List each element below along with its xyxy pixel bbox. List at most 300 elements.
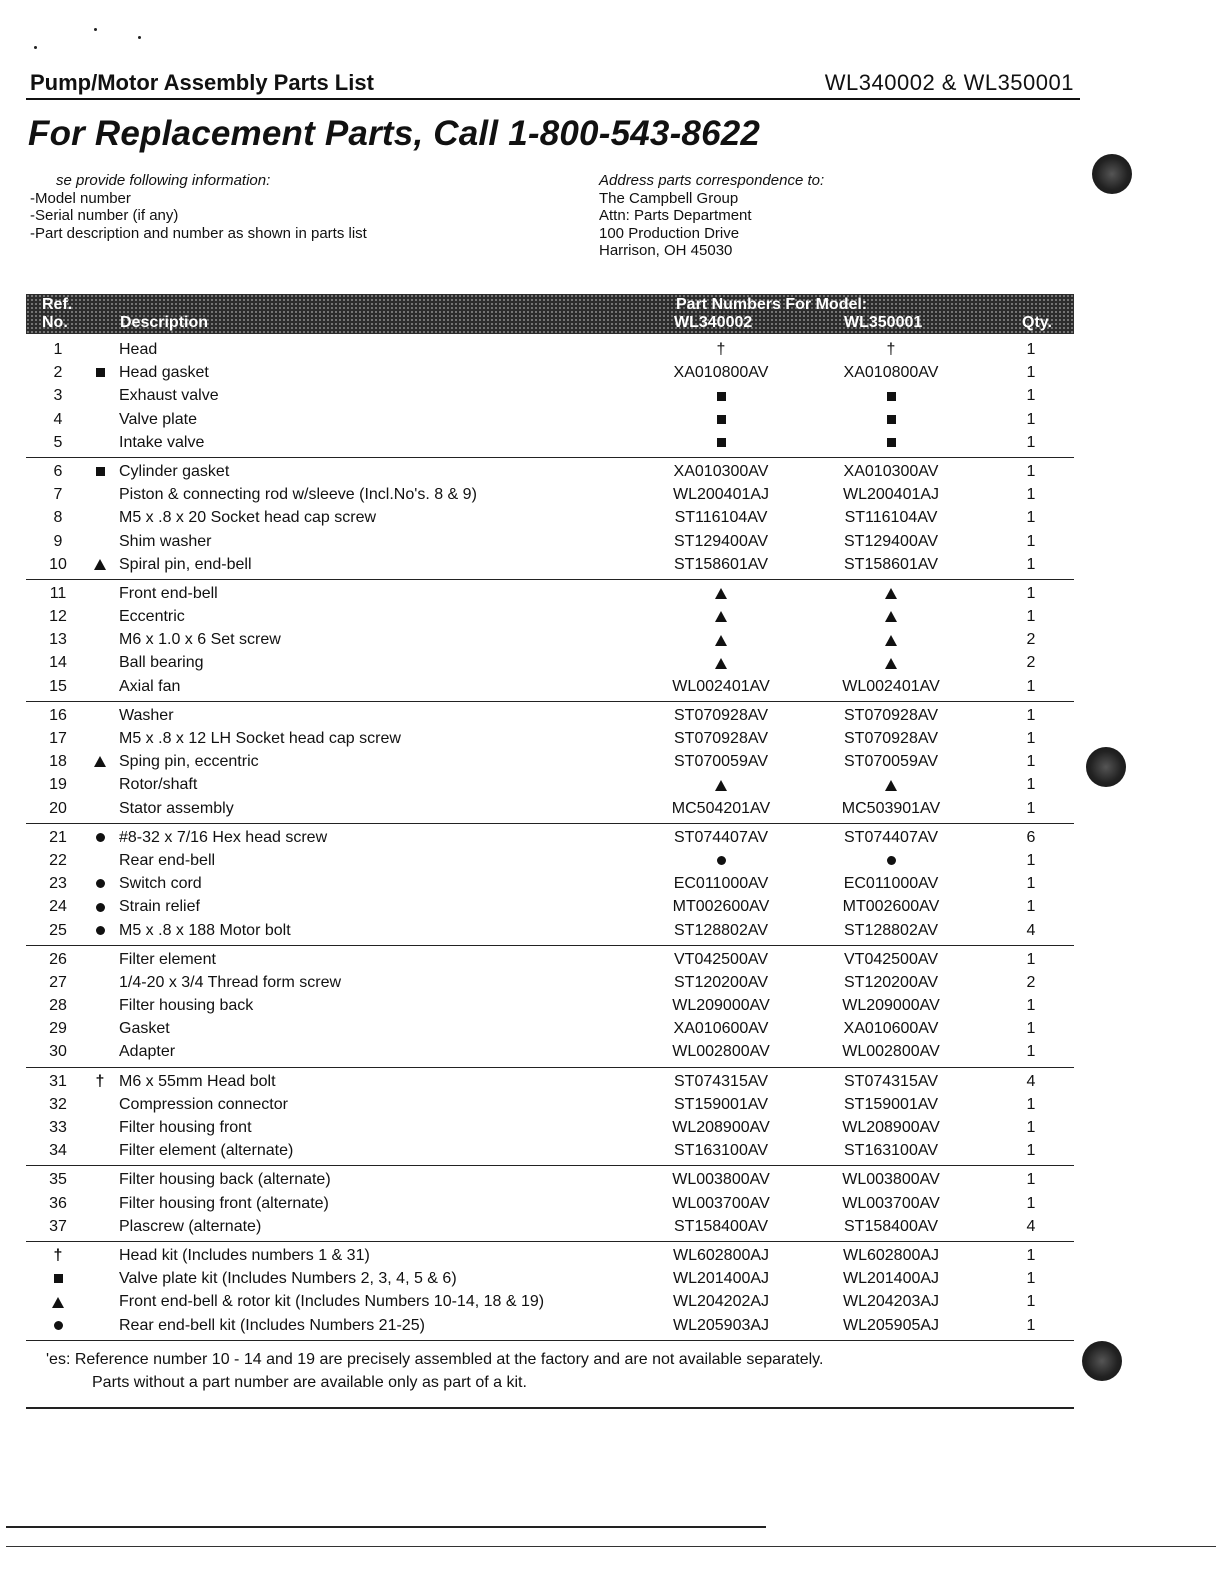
parts-group <box>26 580 1074 702</box>
quantity: 1 <box>1026 706 1036 724</box>
part-number-wl350001 <box>816 585 966 603</box>
table-row <box>26 849 1074 872</box>
binder-hole <box>1092 154 1132 194</box>
table-row <box>26 338 1074 361</box>
ref-number <box>38 1247 78 1265</box>
ref-number: 30 <box>49 1043 67 1061</box>
address-heading: Address parts correspondence to: <box>599 172 825 189</box>
notes <box>46 1348 824 1394</box>
part-description: Piston & connecting rod w/sleeve (Incl.No's. 8 & 9) <box>119 486 477 504</box>
info-request-item: -Model number <box>30 189 131 207</box>
scan-speck <box>94 28 97 31</box>
part-description: Exhaust valve <box>119 387 219 405</box>
part-description: Washer <box>119 706 174 724</box>
ref-number: 10 <box>49 555 67 573</box>
square-icon <box>96 368 105 377</box>
square-icon <box>54 1274 63 1283</box>
kit-symbol <box>86 556 114 574</box>
table-row <box>26 460 1074 483</box>
table-row <box>26 971 1074 994</box>
part-number-wl350001: WL002401AV <box>842 677 940 695</box>
ref-number: 9 <box>53 532 63 550</box>
dot-icon <box>96 879 105 888</box>
part-number-wl340002: ST163100AV <box>674 1142 768 1160</box>
part-number-wl350001: ST120200AV <box>844 973 938 991</box>
part-number-wl350001: WL002800AV <box>842 1043 940 1061</box>
part-number-wl350001: ST070928AV <box>844 730 938 747</box>
part-number-wl350001: WL003700AV <box>842 1194 940 1212</box>
ref-number: 25 <box>49 921 67 939</box>
info-request-item: -Part description and number as shown in parts list <box>30 224 367 242</box>
table-row <box>26 919 1074 942</box>
quantity: 1 <box>1026 1316 1036 1334</box>
quantity: 2 <box>1026 654 1036 672</box>
ref-number: 16 <box>49 706 67 724</box>
triangle-icon <box>715 658 727 669</box>
model-numbers: WL340002 & WL350001 <box>824 70 1074 95</box>
part-number-wl340002 <box>646 608 796 626</box>
ref-number: 4 <box>53 410 63 428</box>
part-number-wl340002 <box>646 852 796 870</box>
part-number-wl350001 <box>816 852 966 870</box>
quantity: 2 <box>1026 973 1036 991</box>
triangle-icon <box>94 756 106 767</box>
table-row <box>26 605 1074 628</box>
part-number-wl350001 <box>816 654 966 672</box>
triangle-icon <box>94 559 106 570</box>
part-number-wl340002: WL002800AV <box>672 1043 770 1061</box>
ref-number: 29 <box>49 1020 67 1038</box>
table-row <box>26 384 1074 407</box>
part-number-wl350001: ST074315AV <box>844 1072 938 1090</box>
part-number-wl350001: WL205905AJ <box>842 1316 940 1334</box>
part-number-wl340002: ST129400AV <box>674 532 768 550</box>
part-description: M5 x .8 x 188 Motor bolt <box>119 921 291 939</box>
part-number-wl340002: EC011000AV <box>673 875 769 893</box>
header-ref-line1: Ref. <box>42 296 73 313</box>
part-number-wl340002 <box>646 654 796 672</box>
part-number-wl350001: ST129400AV <box>844 532 938 550</box>
ref-number: 18 <box>49 753 67 771</box>
table-row <box>26 948 1074 971</box>
kit-symbol <box>86 922 114 940</box>
ref-number: 12 <box>49 608 67 626</box>
part-number-wl350001: XA010600AV <box>843 1020 939 1038</box>
quantity: 1 <box>1026 950 1036 968</box>
part-number-wl350001: WL602800AJ <box>842 1246 940 1264</box>
square-icon <box>887 438 896 447</box>
parts-group <box>26 1242 1074 1341</box>
part-number-wl340002: ST070928AV <box>674 706 768 724</box>
triangle-icon <box>715 780 727 791</box>
ref-number: 20 <box>49 799 67 817</box>
table-row <box>26 431 1074 454</box>
table-row <box>26 483 1074 506</box>
part-number-wl350001: ST159001AV <box>844 1095 938 1113</box>
table-row <box>26 1093 1074 1116</box>
quantity: 1 <box>1026 341 1036 358</box>
notes-rule <box>26 1407 1074 1409</box>
quantity: 1 <box>1026 1119 1036 1136</box>
ref-number: 23 <box>49 875 67 893</box>
part-number-wl350001: ST163100AV <box>844 1142 938 1160</box>
quantity: 1 <box>1026 776 1036 794</box>
quantity: 1 <box>1026 898 1036 916</box>
part-number-wl350001: WL209000AV <box>842 997 940 1015</box>
ref-number: 7 <box>53 486 63 504</box>
ref-number <box>38 1293 78 1311</box>
ref-number: 34 <box>49 1142 67 1160</box>
part-number-wl350001 <box>816 434 966 452</box>
part-description: Valve plate kit (Includes Numbers 2, 3, 4, 5 & 6) <box>119 1270 457 1288</box>
parts-group <box>26 458 1074 580</box>
page-title: For Replacement Parts, Call 1-800-543-8622 <box>28 114 761 153</box>
quantity: 1 <box>1026 1020 1036 1038</box>
table-row <box>26 727 1074 750</box>
dot-icon <box>54 1321 63 1330</box>
kit-symbol <box>86 364 114 382</box>
ref-number: 15 <box>49 677 67 695</box>
kit-symbol <box>86 898 114 916</box>
ref-number <box>38 1317 78 1335</box>
part-number-wl350001: EC011000AV <box>843 875 939 893</box>
ref-number: 19 <box>49 776 67 794</box>
ref-number <box>38 1270 78 1288</box>
ref-number: 11 <box>49 584 67 602</box>
square-icon <box>717 392 726 401</box>
triangle-icon <box>885 611 897 622</box>
triangle-icon <box>885 588 897 599</box>
kit-symbol <box>86 829 114 847</box>
quantity: 1 <box>1026 753 1036 771</box>
part-number-wl350001: ST070059AV <box>844 753 938 771</box>
part-number-wl340002 <box>646 585 796 603</box>
binder-hole <box>1086 747 1126 787</box>
quantity: 1 <box>1026 799 1036 817</box>
part-number-wl340002: ST074315AV <box>674 1072 768 1090</box>
part-number-wl350001: WL201400AJ <box>842 1270 940 1288</box>
quantity: 1 <box>1026 1293 1036 1311</box>
table-row <box>26 1244 1074 1267</box>
table-row <box>26 1168 1074 1191</box>
table-row <box>26 1139 1074 1162</box>
part-number-wl350001: XA010800AV <box>843 364 939 382</box>
dot-icon <box>96 903 105 912</box>
part-description: Ball bearing <box>119 654 204 672</box>
part-description: Intake valve <box>119 433 205 451</box>
table-row <box>26 750 1074 773</box>
table-row <box>26 797 1074 820</box>
kit-symbol <box>86 463 114 481</box>
dot-icon <box>96 926 105 935</box>
part-number-wl350001: ST128802AV <box>844 921 938 939</box>
scan-edge-line <box>6 1526 766 1528</box>
part-description: Strain relief <box>119 898 200 916</box>
part-description: M6 x 55mm Head bolt <box>119 1072 276 1090</box>
address-line: The Campbell Group <box>599 189 739 207</box>
part-number-wl350001 <box>816 411 966 429</box>
part-number-wl340002: WL002401AV <box>672 677 770 695</box>
table-row <box>26 994 1074 1017</box>
table-row <box>26 628 1074 651</box>
parts-group <box>26 1166 1074 1242</box>
part-number-wl340002: WL205903AJ <box>672 1316 770 1334</box>
ref-number: 13 <box>49 631 67 649</box>
part-description: Filter housing back <box>119 997 254 1015</box>
part-description: Switch cord <box>119 875 202 893</box>
part-number-wl350001: ST116104AV <box>844 509 938 527</box>
quantity: 1 <box>1026 1043 1036 1061</box>
ref-number: 35 <box>49 1171 67 1189</box>
part-description: #8-32 x 7/16 Hex head screw <box>119 828 328 846</box>
part-number-wl340002: ST070928AV <box>674 730 768 747</box>
table-row <box>26 553 1074 576</box>
header-model2: WL350001 <box>844 314 923 331</box>
ref-number: 33 <box>49 1119 67 1136</box>
part-number-wl340002: ST158601AV <box>674 555 768 573</box>
quantity: 1 <box>1026 1142 1036 1160</box>
quantity: 1 <box>1026 486 1036 504</box>
triangle-icon <box>715 611 727 622</box>
triangle-icon <box>885 635 897 646</box>
quantity: 1 <box>1026 532 1036 550</box>
part-description: Front end-bell <box>119 584 218 602</box>
quantity: 1 <box>1026 387 1036 405</box>
table-row <box>26 773 1074 796</box>
part-description: Spiral pin, end-bell <box>119 555 252 573</box>
part-description: Axial fan <box>119 677 181 695</box>
part-number-wl340002: ST116104AV <box>674 509 768 527</box>
ref-number: 32 <box>49 1095 67 1113</box>
address-line: 100 Production Drive <box>599 224 740 242</box>
triangle-icon <box>885 780 897 791</box>
part-number-wl350001: WL208900AV <box>842 1119 940 1136</box>
table-row <box>26 1017 1074 1040</box>
part-number-wl340002: ST159001AV <box>674 1095 768 1113</box>
quantity: 1 <box>1026 677 1036 695</box>
part-description: M5 x .8 x 12 LH Socket head cap screw <box>119 730 401 747</box>
header-description: Description <box>120 314 209 331</box>
part-number-wl350001 <box>816 608 966 626</box>
header-model1: WL340002 <box>674 314 753 331</box>
part-number-wl340002 <box>646 411 796 429</box>
part-number-wl340002: XA010800AV <box>673 364 769 382</box>
kit-symbol <box>86 1073 114 1091</box>
kit-symbol <box>86 875 114 893</box>
part-number-wl350001: ST074407AV <box>844 828 938 846</box>
part-number-wl340002: WL602800AJ <box>672 1246 770 1264</box>
address-line: Attn: Parts Department <box>599 207 752 224</box>
ref-number: 37 <box>49 1217 67 1235</box>
part-number-wl350001: ST158601AV <box>844 555 938 573</box>
quantity: 1 <box>1026 555 1036 573</box>
triangle-icon <box>715 588 727 599</box>
ref-number: 1 <box>53 341 63 358</box>
parts-table-header <box>26 294 1074 334</box>
part-number-wl340002: WL204202AJ <box>672 1293 770 1311</box>
square-icon <box>717 415 726 424</box>
part-description: Adapter <box>119 1043 176 1061</box>
part-number-wl350001: † <box>886 341 896 358</box>
part-number-wl350001: XA010300AV <box>843 462 939 480</box>
part-number-wl350001: WL200401AJ <box>842 486 940 504</box>
info-request-block <box>30 172 367 242</box>
part-description: M5 x .8 x 20 Socket head cap screw <box>119 509 377 527</box>
ref-number: 22 <box>49 851 67 869</box>
triangle-icon <box>885 658 897 669</box>
parts-group <box>26 1068 1074 1167</box>
header-part-numbers: Part Numbers For Model: <box>676 296 868 313</box>
part-description: Gasket <box>119 1020 170 1038</box>
quantity: 1 <box>1026 730 1036 747</box>
dagger-icon: † <box>95 1072 105 1090</box>
table-row <box>26 704 1074 727</box>
quantity: 4 <box>1026 921 1036 939</box>
part-description: Stator assembly <box>119 799 234 817</box>
quantity: 6 <box>1026 828 1036 846</box>
square-icon <box>96 467 105 476</box>
ref-number: 5 <box>53 433 63 451</box>
part-number-wl350001: ST070928AV <box>844 706 938 724</box>
part-number-wl340002 <box>646 776 796 794</box>
part-number-wl340002: WL003800AV <box>672 1171 770 1189</box>
table-row <box>26 1070 1074 1093</box>
table-row <box>26 1192 1074 1215</box>
info-request-item: -Serial number (if any) <box>30 207 179 224</box>
kit-symbol <box>86 753 114 771</box>
note-line: 'es: Reference number 10 - 14 and 19 are precisely assembled at the factory and are not available separately. <box>46 1351 824 1368</box>
part-description: M6 x 1.0 x 6 Set screw <box>119 631 281 649</box>
note-line: Parts without a part number are available only as part of a kit. <box>92 1374 527 1391</box>
part-number-wl340002: WL003700AV <box>672 1194 770 1212</box>
part-number-wl340002 <box>646 631 796 649</box>
part-number-wl340002: WL209000AV <box>672 997 770 1015</box>
quantity: 1 <box>1026 410 1036 428</box>
table-row <box>26 1116 1074 1139</box>
quantity: 1 <box>1026 1246 1036 1264</box>
part-description: Shim washer <box>119 532 212 550</box>
square-icon <box>717 438 726 447</box>
part-number-wl340002: ST070059AV <box>674 753 768 771</box>
part-description: 1/4-20 x 3/4 Thread form screw <box>119 973 342 991</box>
ref-number: 27 <box>49 973 67 991</box>
part-number-wl340002: WL208900AV <box>672 1119 770 1136</box>
info-request-heading: se provide following information: <box>56 172 271 189</box>
part-number-wl340002 <box>646 387 796 405</box>
part-number-wl350001: ST158400AV <box>844 1217 938 1235</box>
header-rule <box>26 98 1080 100</box>
part-description: Filter housing back (alternate) <box>119 1171 331 1189</box>
parts-group <box>26 824 1074 946</box>
ref-number: 28 <box>49 997 67 1015</box>
table-row <box>26 530 1074 553</box>
part-number-wl350001: WL003800AV <box>842 1171 940 1189</box>
table-row <box>26 1040 1074 1063</box>
ref-number: 17 <box>49 730 67 747</box>
ref-number: 6 <box>53 462 63 480</box>
scan-speck <box>34 46 37 49</box>
table-row <box>26 675 1074 698</box>
parts-group <box>26 338 1074 458</box>
table-row <box>26 506 1074 529</box>
part-number-wl340002: ST128802AV <box>674 921 768 939</box>
part-description: Filter element (alternate) <box>119 1142 294 1160</box>
quantity: 1 <box>1026 433 1036 451</box>
section-title: Pump/Motor Assembly Parts List <box>30 70 374 95</box>
part-description: Eccentric <box>119 608 185 626</box>
part-number-wl350001: MT002600AV <box>842 898 940 916</box>
table-row <box>26 1290 1074 1313</box>
part-number-wl340002: ST120200AV <box>674 973 768 991</box>
table-row <box>26 1267 1074 1290</box>
address-line: Harrison, OH 45030 <box>599 242 733 259</box>
header-ref-line2: No. <box>42 314 68 331</box>
triangle-icon <box>52 1297 64 1308</box>
quantity: 1 <box>1026 1270 1036 1288</box>
part-description: Filter housing front (alternate) <box>119 1194 329 1212</box>
part-description: Plascrew (alternate) <box>119 1217 262 1235</box>
part-number-wl340002: MT002600AV <box>672 898 770 916</box>
part-number-wl340002: XA010300AV <box>673 462 769 480</box>
dagger-icon: † <box>53 1246 63 1264</box>
part-description: Head <box>119 341 158 358</box>
part-number-wl340002 <box>646 434 796 452</box>
ref-number: 36 <box>49 1194 67 1212</box>
part-description: Cylinder gasket <box>119 462 230 480</box>
quantity: 4 <box>1026 1072 1036 1090</box>
ref-number: 21 <box>49 828 67 846</box>
scan-edge-line <box>6 1546 1216 1547</box>
table-row <box>26 582 1074 605</box>
quantity: 1 <box>1026 1194 1036 1212</box>
part-number-wl350001: WL204203AJ <box>842 1293 940 1311</box>
quantity: 2 <box>1026 631 1036 649</box>
part-number-wl340002: WL200401AJ <box>672 486 770 504</box>
parts-table-body <box>26 338 1074 1341</box>
table-row <box>26 826 1074 849</box>
scan-speck <box>138 36 141 39</box>
ref-number: 8 <box>53 509 63 527</box>
ref-number: 31 <box>49 1072 67 1090</box>
part-number-wl340002: VT042500AV <box>674 950 768 968</box>
quantity: 1 <box>1026 875 1036 893</box>
quantity: 1 <box>1026 1171 1036 1189</box>
part-description: Filter housing front <box>119 1119 252 1136</box>
table-row <box>26 872 1074 895</box>
table-row <box>26 1215 1074 1238</box>
quantity: 1 <box>1026 509 1036 527</box>
binder-hole <box>1082 1341 1122 1381</box>
part-number-wl340002: XA010600AV <box>673 1020 769 1038</box>
part-description: Rear end-bell <box>119 851 216 869</box>
quantity: 1 <box>1026 462 1036 480</box>
part-description: Valve plate <box>119 410 197 428</box>
table-row <box>26 651 1074 674</box>
part-number-wl340002: ST158400AV <box>674 1217 768 1235</box>
square-icon <box>887 392 896 401</box>
table-row <box>26 408 1074 431</box>
dot-icon <box>96 833 105 842</box>
quantity: 1 <box>1026 584 1036 602</box>
part-description: Compression connector <box>119 1095 288 1113</box>
part-number-wl340002: MC504201AV <box>671 799 771 817</box>
part-number-wl350001 <box>816 387 966 405</box>
square-icon <box>887 415 896 424</box>
quantity: 1 <box>1026 997 1036 1015</box>
part-description: Rear end-bell kit (Includes Numbers 21-25) <box>119 1316 425 1334</box>
quantity: 4 <box>1026 1217 1036 1235</box>
parts-group <box>26 702 1074 824</box>
